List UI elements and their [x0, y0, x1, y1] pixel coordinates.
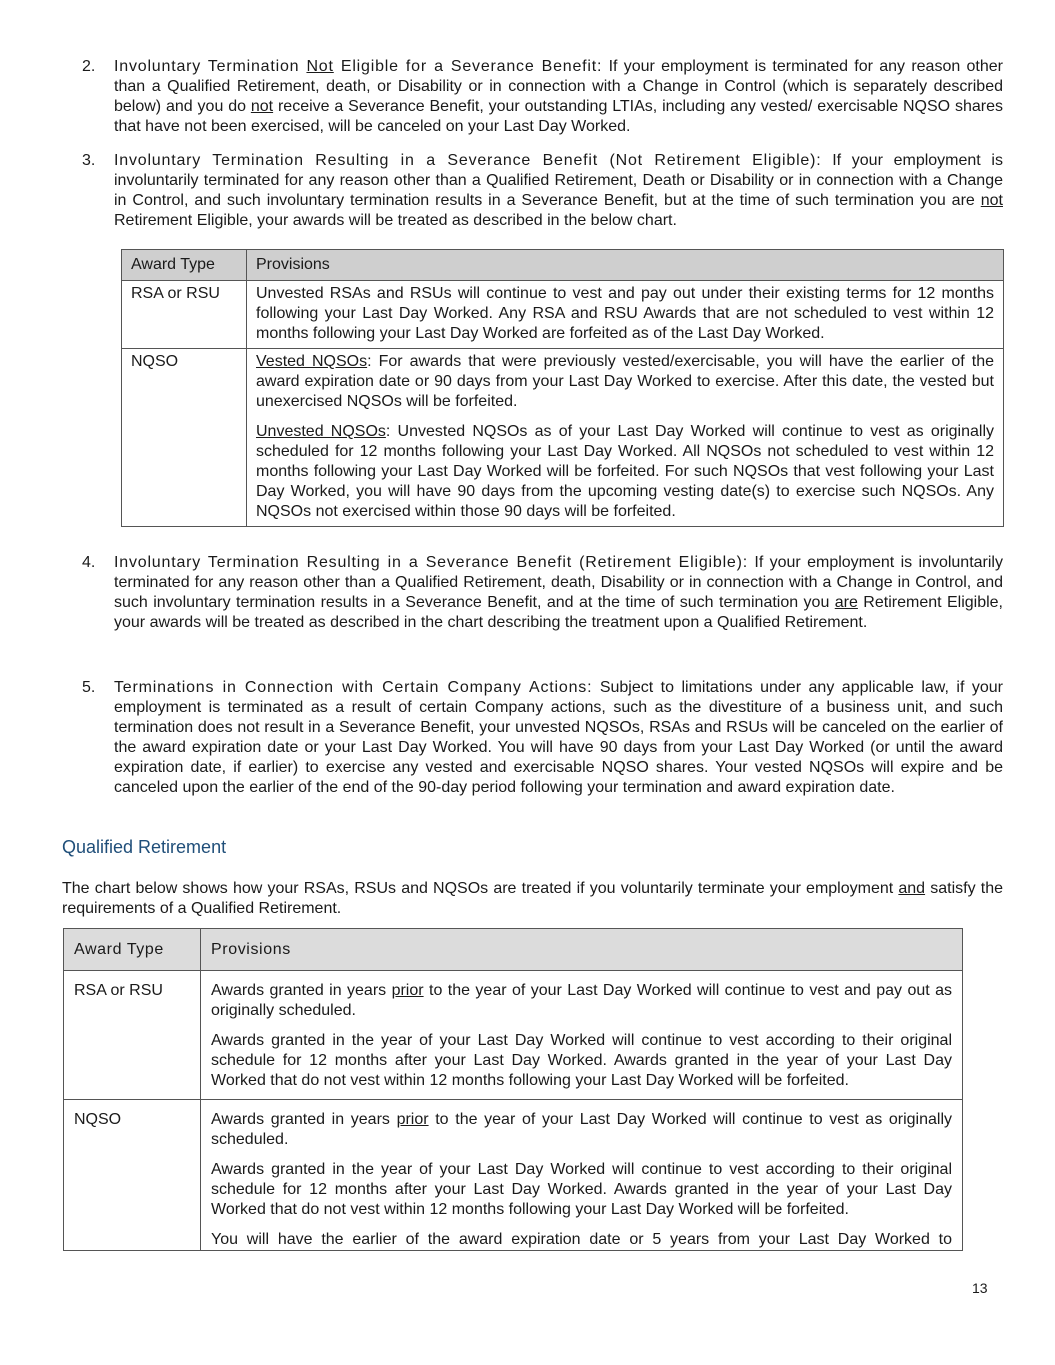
list-item-4: Involuntary Termination Resulting in a Severance Benefit (Retirement Eligible): If your employment is involuntarily terminated for any reason other than a Qualified Retirement, death, Disability or in connection with a Change in Control, and such involuntary termination results in a Severance Benefit, and at the time of such termination you are Retirement Eligible, your awards will be treated as described in the chart describing the treatment upon a Qualified Retirement.: [114, 554, 1003, 631]
header-award-type: Award Type: [64, 929, 201, 971]
provisions-cell: Awards granted in years prior to the year of your Last Day Worked will continue to vest as originally scheduled. Awards granted in the year of your Last Day Worked will continue to vest according to their original schedule for 12 months after your Last Day Worked. Awards granted in the year of your Last Day Worked that do not vest within 12 months following your Last Day Worked will be forfeited. You will have the earlier of the award expiration date or 5 years from your Last Day Worked to: [201, 1100, 963, 1251]
header-provisions: Provisions: [201, 929, 963, 971]
table-row: [64, 971, 963, 1100]
qualified-retirement-table: [63, 928, 963, 1251]
table-row: [122, 281, 1004, 349]
award-type-cell: RSA or RSU: [64, 971, 201, 1100]
list-number: 3.: [82, 152, 96, 169]
table-header-row: [122, 250, 1004, 281]
list-number: 2.: [82, 58, 96, 75]
award-type-cell: RSA or RSU: [122, 281, 247, 349]
list-item-3: Involuntary Termination Resulting in a Severance Benefit (Not Retirement Eligible): If your employment is involuntarily terminated for any reason other than a Qualified Retirement, Death or Disability or in connection with a Change in Control, and such involuntary termination results in a Severance Benefit, but at the time of such termination you are not Retirement Eligible, your awards will be treated as described in the below chart.: [114, 152, 1003, 229]
header-award-type: Award Type: [122, 250, 247, 281]
provisions-cell: Unvested RSAs and RSUs will continue to vest and pay out under their existing terms for 12 months following your Last Day Worked. Any RSA and RSU Awards that are not scheduled to vest within 12 months following your Last Day Worked are forfeited as of the Last Day Worked.: [247, 281, 1004, 349]
list-item-5: Terminations in Connection with Certain Company Actions: Subject to limitations under any applicable law, if your employment is terminated as a result of certain Company actions, such as the divestiture of a business unit, and such termination does not result in a Severance Benefit, your unvested NQSOs, RSAs and RSUs will be canceled on the earlier of the award expiration date or your Last Day Worked. You will have 90 days from your Last Day Worked (or until the award expiration date, if earlier) to exercise any vested and exercisable NQSO shares. Your vested NQSOs will expire and be canceled upon the earlier of the end of the 90-day period following your termination and award expiration date.: [114, 679, 1003, 796]
list-item-2: Involuntary Termination Not Eligible for a Severance Benefit: If your employment is terminated for any reason other than a Qualified Retirement, death, or Disability or in connection with a Change in Control (which is separately described below) and you do not receive a Severance Benefit, your outstanding LTIAs, including any vested/ exercisable NQSO shares that have not been exercised, will be canceled on your Last Day Worked.: [114, 58, 1004, 135]
section-heading: Qualified Retirement: [62, 837, 227, 857]
section-intro: The chart below shows how your RSAs, RSUs and NQSOs are treated if you voluntarily terminate your employment and satisfy the requirements of a Qualified Retirement.: [62, 880, 1003, 917]
severance-awards-table: [121, 249, 1004, 527]
table-header-row: [64, 929, 963, 971]
award-type-cell: NQSO: [64, 1100, 201, 1251]
table-row: [64, 1100, 963, 1251]
list-number: 4.: [82, 554, 96, 571]
table-row: [122, 349, 1004, 527]
award-type-cell: NQSO: [122, 349, 247, 527]
provisions-cell: Vested NQSOs: For awards that were previously vested/exercisable, you will have the earlier of the award expiration date or 90 days from your Last Day Worked to exercise. After this date, the vested but unexercised NQSOs will be forfeited. Unvested NQSOs: Unvested NQSOs as of your Last Day Worked will continue to vest as originally scheduled for 12 months following your Last Day Worked. All NQSOs not scheduled to vest within 12 months following your Last Day Worked will be forfeited. For such NQSOs that vest following your Last Day Worked, you will have 90 days from the upcoming vesting date(s) to exercise such NQSOs. Any NQSOs not exercised within those 90 days will be forfeited.: [247, 349, 1004, 527]
page-number: 13: [972, 1280, 988, 1296]
header-provisions: Provisions: [247, 250, 1004, 281]
list-number: 5.: [82, 679, 96, 696]
provisions-cell: Awards granted in years prior to the year of your Last Day Worked will continue to vest and pay out as originally scheduled. Awards granted in the year of your Last Day Worked will continue to vest according to their original schedule for 12 months after your Last Day Worked. Awards granted in the year of your Last Day Worked that do not vest within 12 months following your Last Day Worked will be forfeited.: [201, 971, 963, 1100]
